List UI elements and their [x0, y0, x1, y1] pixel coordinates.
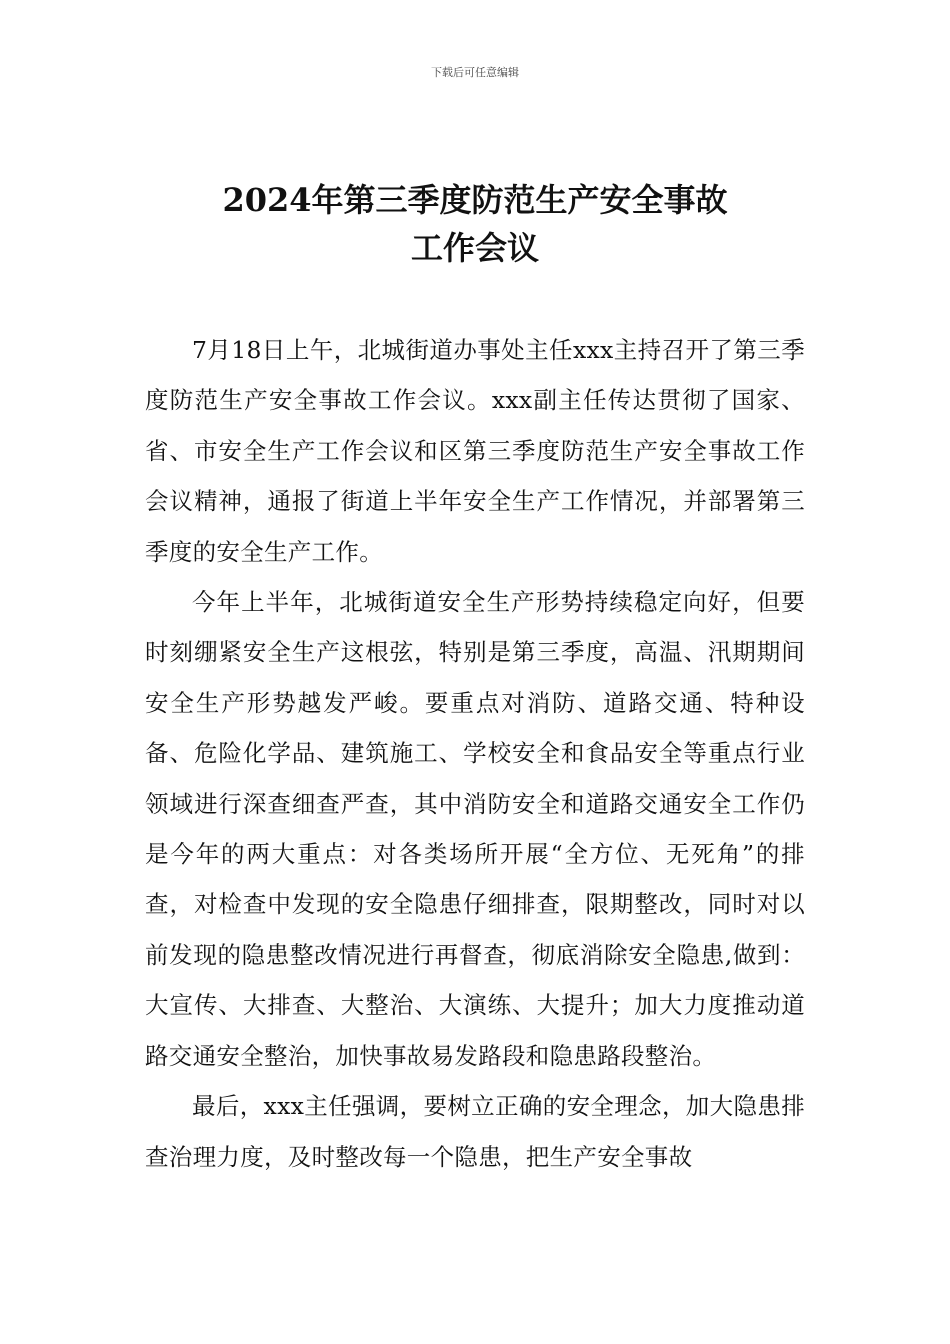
document-title-line-1: 2024年第三季度防范生产安全事故	[222, 181, 728, 219]
document-title-line-2: 工作会议	[410, 229, 539, 267]
paragraph-3: 最后，xxx主任强调，要树立正确的安全理念，加大隐患排查治理力度，及时整改每一个隐患，把生产安全事故	[145, 1092, 805, 1171]
paragraph-1: 7月18日上午，北城街道办事处主任xxx主持召开了第三季度防范生产安全事故工作会议。xxx副主任传达贯彻了国家、省、市安全生产工作会议和区第三季度防范生产安全事故工作会议精神，通报了街道上半年安全生产工作情况，并部署第三季度的安全生产工作。	[145, 336, 805, 566]
page-header-note: 下载后可任意编辑	[431, 66, 519, 79]
paragraph-2: 今年上半年，北城街道安全生产形势持续稳定向好，但要时刻绷紧安全生产这根弦，特别是第三季度，高温、汛期期间安全生产形势越发严峻。要重点对消防、道路交通、特种设备、危险化学品、建筑施工、学校安全和食品安全等重点行业领域进行深查细查严查，其中消防安全和道路交通安全工作仍是今年的两大重点：对各类场所开展“全方位、无死角”的排查，对检查中发现的安全隐患仔细排查，限期整改，同时对以前发现的隐患整改情况进行再督查，彻底消除安全隐患,做到：大宣传、大排查、大整治、大演练、大提升；加大力度推动道路交通安全整治，加快事故易发路段和隐患路段整治。	[145, 588, 805, 1070]
document-body	[145, 325, 805, 1182]
document-title	[95, 176, 855, 272]
